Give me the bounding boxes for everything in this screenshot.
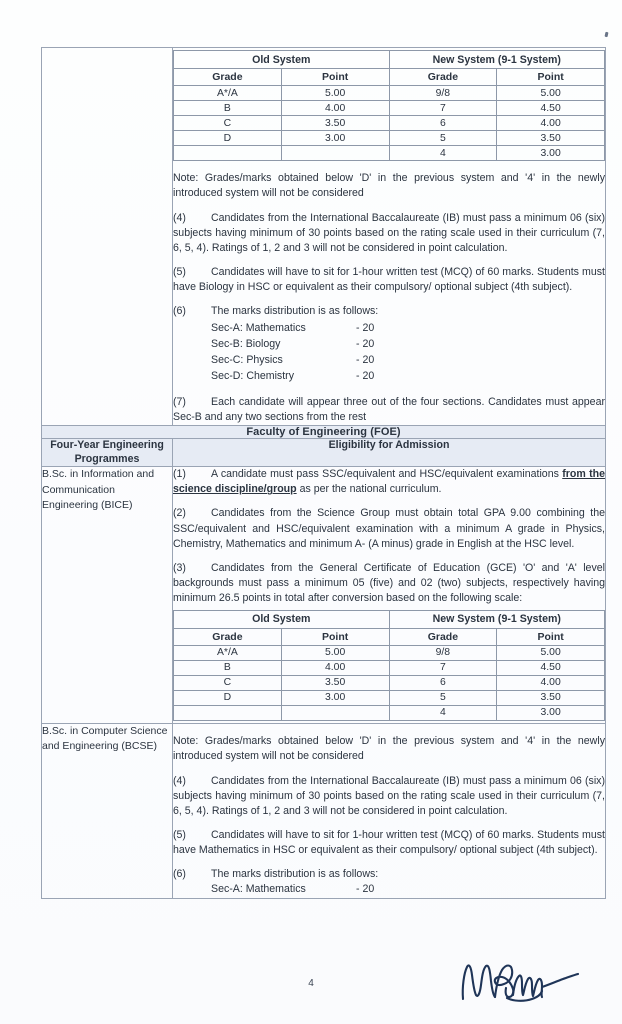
cell-old-grade: A*/A	[174, 86, 282, 101]
table-row	[174, 645, 605, 660]
cell-old-grade: C	[174, 116, 282, 131]
cell-new-grade: 5	[389, 131, 497, 146]
clause-5-bcse	[173, 828, 605, 858]
eligibility-column-header: Eligibility for Admission	[173, 438, 606, 467]
cell-old-grade	[174, 705, 282, 720]
marks-label: Sec-B: Biology	[211, 338, 281, 351]
old-grade-header: Grade	[174, 628, 282, 645]
old-system-header: Old System	[174, 51, 390, 69]
cell-old-point: 3.50	[281, 116, 389, 131]
marks-distribution-list-top	[173, 321, 605, 385]
clause-4-number-top: (4)	[173, 212, 186, 225]
clause-4-text-top: Candidates from the International Baccalaureate (IB) must pass a minimum 06 (six) subjects having minimum of 30 points based on the rating scale used in their curriculum (7, 6, 5, 4). Ratings of 1, 2 and 3 will not be considered in point calculation.	[173, 212, 605, 255]
cell-new-point: 4.50	[497, 101, 605, 116]
table-row	[174, 86, 605, 101]
clause-6-text-bcse: The marks distribution is as follows:	[211, 867, 379, 880]
clause-4-number-bcse: (4)	[173, 774, 186, 787]
note-text-bcse: Note: Grades/marks obtained below 'D' in the previous system and '4' in the newly introduced system will not be considered	[173, 734, 605, 762]
cell-new-grade: 4	[389, 705, 497, 720]
list-item	[211, 321, 605, 337]
cell-new-point: 3.00	[497, 705, 605, 720]
clause-5-number-bcse: (5)	[173, 828, 186, 841]
marks-label: Sec-A: Mathematics	[211, 882, 306, 895]
cell-old-point: 5.00	[281, 645, 389, 660]
clause-2-text-bice: Candidates from the Science Group must obtain total GPA 9.00 combining the SSC/equivalent and HSC/equivalent examination with a minimum A grade in Physics, Chemistry, Mathematics and minimum A- (A minus) grade in English at the HSC level.	[173, 507, 605, 550]
cell-new-point: 3.00	[497, 146, 605, 161]
cell-old-grade: D	[174, 690, 282, 705]
clause-3-text-bice: Candidates from the General Certificate of Education (GCE) 'O' and 'A' level backgrounds must pass a minimum 05 (five) and 02 (two) subjects, respectively having minimum 26.5 points in total after conversion based on the following scale:	[173, 561, 605, 604]
new-system-header: New System (9-1 System)	[389, 610, 605, 628]
cell-new-point: 4.50	[497, 660, 605, 675]
programmes-column-header: Four-Year Engineering Programmes	[42, 438, 173, 467]
table-row-continuation	[42, 48, 606, 426]
clause-1-emphasis-bice: from the science discipline/group	[173, 468, 606, 496]
cell-new-point: 3.50	[497, 690, 605, 705]
grade-table-group-header-row	[174, 51, 605, 69]
table-row	[174, 131, 605, 146]
clause-4-text-bcse: Candidates from the International Baccalaureate (IB) must pass a minimum 06 (six) subjects having minimum of 30 points based on the rating scale used in their curriculum (7, 6, 5, 4). Ratings of 1, 2 and 3 will not be considered in point calculation.	[173, 774, 605, 817]
marks-value: - 20	[356, 338, 375, 351]
grade-table-column-header-row	[174, 69, 605, 86]
cell-old-grade	[174, 146, 282, 161]
clause-3-number-bice: (3)	[173, 561, 186, 574]
cell-new-grade: 9/8	[389, 645, 497, 660]
clause-1-text-post-bice: as per the national curriculum.	[296, 483, 442, 496]
clause-7-number-top: (7)	[173, 395, 186, 408]
table-row	[174, 675, 605, 690]
cell-new-point: 4.00	[497, 675, 605, 690]
old-grade-header: Grade	[174, 69, 282, 86]
signature-mark	[455, 955, 585, 1007]
clause-7-top	[173, 395, 605, 425]
clause-6-number-bcse: (6)	[173, 867, 186, 880]
cell-old-point: 4.00	[281, 101, 389, 116]
cell-old-point: 5.00	[281, 86, 389, 101]
eligibility-table	[41, 47, 606, 899]
marks-label: Sec-A: Mathematics	[211, 322, 306, 335]
old-point-header: Point	[281, 628, 389, 645]
table-row	[174, 660, 605, 675]
clause-2-bice	[173, 506, 605, 551]
cell-old-grade: B	[174, 101, 282, 116]
clause-5-text-top: Candidates will have to sit for 1-hour written test (MCQ) of 60 marks. Students must have Biology in HSC or equivalent as their compulsory/ optional subject (4th subject).	[173, 266, 605, 294]
cell-new-point: 4.00	[497, 116, 605, 131]
clause-3-bice	[173, 561, 605, 606]
programme-cell-bcse: B.Sc. in Computer Science and Engineering (BCSE)	[42, 723, 173, 898]
clause-6-text-top: The marks distribution is as follows:	[211, 305, 379, 318]
new-point-header: Point	[497, 69, 605, 86]
note-text-top: Note: Grades/marks obtained below 'D' in the previous system and '4' in the newly introduced system will not be considered	[173, 172, 605, 200]
clause-2-number-bice: (2)	[173, 507, 186, 520]
programme-cell-empty	[42, 48, 173, 426]
cell-old-grade: C	[174, 675, 282, 690]
clause-1-text-pre-bice: A candidate must pass SSC/equivalent and HSC/equivalent examinations	[211, 468, 563, 481]
eligibility-cell-bice	[173, 467, 606, 723]
clause-5-top	[173, 265, 605, 295]
table-row	[174, 101, 605, 116]
eligibility-cell-bcse	[173, 723, 606, 898]
marks-value: - 20	[356, 322, 375, 335]
old-point-header: Point	[281, 69, 389, 86]
cell-new-point: 3.50	[497, 131, 605, 146]
cell-old-point	[281, 705, 389, 720]
list-item	[211, 337, 605, 353]
clause-5-text-bcse: Candidates will have to sit for 1-hour written test (MCQ) of 60 marks. Students must have Mathematics in HSC or equivalent as their compulsory/ optional subject (4th subject).	[173, 828, 605, 856]
clause-4-bcse	[173, 774, 605, 819]
new-grade-header: Grade	[389, 628, 497, 645]
clause-5-number-top: (5)	[173, 266, 186, 279]
grade-conversion-table-top	[173, 50, 605, 161]
grade-conversion-table-bice	[173, 610, 605, 721]
table-row	[174, 146, 605, 161]
marks-value: - 20	[356, 882, 375, 895]
cell-old-point: 3.00	[281, 131, 389, 146]
cell-new-point: 5.00	[497, 645, 605, 660]
list-item	[211, 882, 605, 898]
new-system-header: New System (9-1 System)	[389, 51, 605, 69]
programme-cell-bice: B.Sc. in Information and Communication Engineering (BICE)	[42, 467, 173, 723]
cell-new-grade: 6	[389, 675, 497, 690]
cell-old-point	[281, 146, 389, 161]
list-item	[211, 369, 605, 385]
new-grade-header: Grade	[389, 69, 497, 86]
scan-artifact-speck	[605, 32, 609, 38]
marks-value: - 20	[356, 354, 375, 367]
clause-6-bcse	[173, 867, 605, 882]
cell-new-grade: 5	[389, 690, 497, 705]
clause-4-top	[173, 211, 605, 256]
cell-old-point: 3.00	[281, 690, 389, 705]
cell-old-point: 3.50	[281, 675, 389, 690]
cell-new-grade: 4	[389, 146, 497, 161]
cell-old-grade: D	[174, 131, 282, 146]
page-number: 4	[308, 978, 314, 989]
marks-label: Sec-D: Chemistry	[211, 369, 294, 382]
table-row	[174, 705, 605, 720]
clause-1-bice	[173, 467, 605, 497]
cell-new-point: 5.00	[497, 86, 605, 101]
grade-table-column-header-row	[174, 628, 605, 645]
cell-old-grade: A*/A	[174, 645, 282, 660]
marks-distribution-list-bcse	[173, 882, 605, 898]
marks-value: - 20	[356, 369, 375, 382]
cell-old-point: 4.00	[281, 660, 389, 675]
cell-new-grade: 7	[389, 101, 497, 116]
cell-new-grade: 9/8	[389, 86, 497, 101]
clause-7-text-top: Each candidate will appear three out of the four sections. Candidates must appear Sec-B and any two sections from the rest	[173, 395, 605, 423]
table-row	[174, 690, 605, 705]
new-point-header: Point	[497, 628, 605, 645]
column-header-row	[42, 438, 606, 467]
clause-6-top	[173, 304, 605, 319]
faculty-band-row	[42, 425, 606, 438]
clause-6-number-top: (6)	[173, 305, 186, 318]
old-system-header: Old System	[174, 610, 390, 628]
cell-old-grade: B	[174, 660, 282, 675]
marks-label: Sec-C: Physics	[211, 354, 283, 367]
list-item	[211, 353, 605, 369]
clause-1-number-bice: (1)	[173, 468, 186, 481]
table-row-bice	[42, 467, 606, 723]
faculty-band-title: Faculty of Engineering (FOE)	[42, 425, 606, 438]
eligibility-cell-continuation	[173, 48, 606, 426]
table-row	[174, 116, 605, 131]
cell-new-grade: 7	[389, 660, 497, 675]
cell-new-grade: 6	[389, 116, 497, 131]
table-row-bcse	[42, 723, 606, 898]
grade-table-group-header-row	[174, 610, 605, 628]
